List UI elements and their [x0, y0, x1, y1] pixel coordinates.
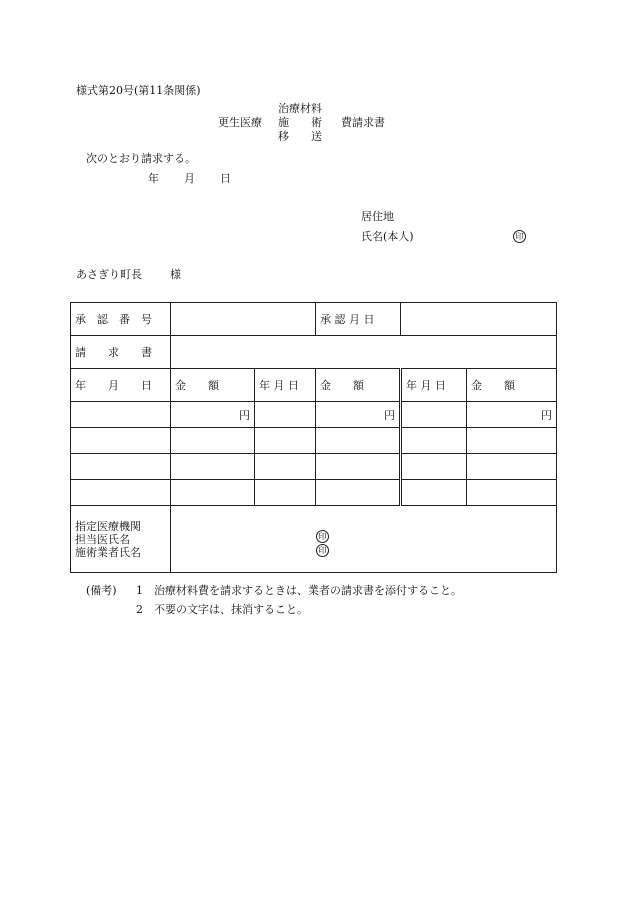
invoice-label: 請 求 書 [71, 336, 171, 369]
approval-date-value [401, 303, 557, 336]
title-option-treatment: 施 術 [278, 116, 322, 129]
approval-number-value [171, 303, 316, 336]
column-header-row [71, 369, 557, 402]
intro-text: 次のとおり請求する。 [86, 152, 196, 165]
title-prefix: 更生医療 [218, 116, 262, 129]
yen-unit: 円 [316, 402, 401, 428]
staff-value [171, 506, 557, 573]
invoice-value [171, 336, 557, 369]
title-option-transport: 移 送 [278, 130, 322, 143]
table-row [71, 454, 557, 480]
claim-form-table [70, 302, 557, 573]
date-month: 月 [184, 172, 195, 185]
seal-mark: 印 [316, 530, 329, 543]
seal-mark: 印 [513, 229, 526, 243]
staff-row [71, 506, 557, 573]
approval-row [71, 303, 557, 336]
form-number: 様式第20号(第11条関係) [76, 84, 201, 97]
approval-date-label: 承 認 月 日 [316, 303, 401, 336]
addressee-name: あさぎり町長 [76, 268, 142, 281]
invoice-row [71, 336, 557, 369]
staff-label-institution: 指定医療機関 [75, 519, 141, 533]
col-date-2: 年 月 日 [255, 369, 316, 402]
staff-label-practitioner: 施術業者氏名 [75, 545, 141, 559]
col-date-3: 年 月 日 [401, 369, 467, 402]
note-text-2: 不要の文字は、抹消すること。 [154, 603, 308, 616]
col-date-1: 年 月 日 [71, 369, 171, 402]
col-amount-2: 金 額 [316, 369, 401, 402]
table-row [71, 480, 557, 506]
date-day: 日 [220, 172, 231, 185]
seal-mark: 印 [316, 544, 329, 557]
staff-label-doctor: 担当医氏名 [75, 532, 130, 546]
table-row [71, 402, 557, 428]
address-label: 居住地 [361, 210, 394, 223]
note-number-2: 2 [136, 603, 143, 616]
note-number-1: 1 [136, 584, 143, 597]
title-option-material: 治療材料 [278, 102, 322, 115]
name-label: 氏名(本人) [361, 230, 414, 243]
note-text-1: 治療材料費を請求するときは、業者の請求書を添付すること。 [154, 584, 462, 597]
title-suffix: 費請求書 [341, 116, 385, 129]
staff-labels [71, 506, 171, 573]
col-amount-3: 金 額 [467, 369, 557, 402]
addressee-honorific: 様 [170, 268, 181, 281]
yen-unit: 円 [467, 402, 557, 428]
approval-number-label: 承 認 番 号 [71, 303, 171, 336]
date-year: 年 [148, 172, 159, 185]
yen-unit: 円 [171, 402, 255, 428]
col-amount-1: 金 額 [171, 369, 255, 402]
table-row [71, 428, 557, 454]
notes-label: (備考) [86, 584, 117, 597]
